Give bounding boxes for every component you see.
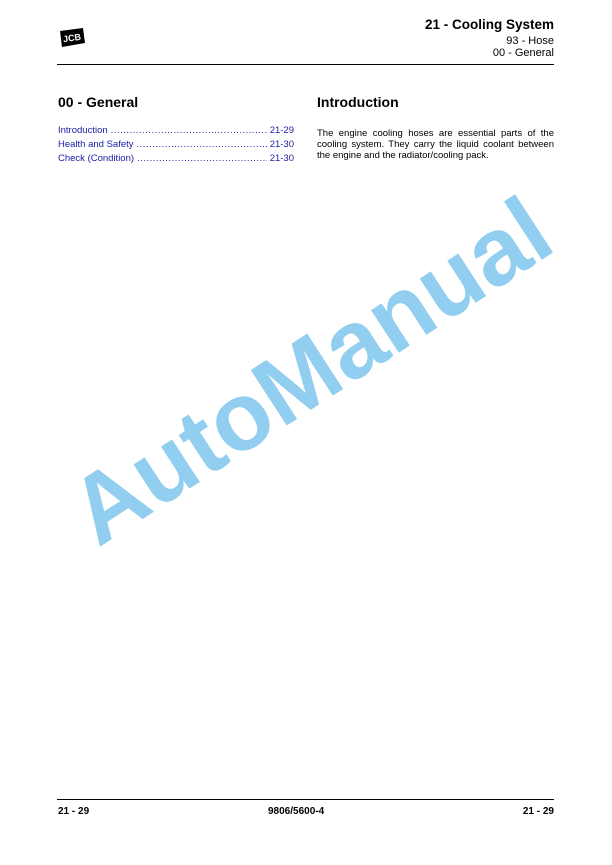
footer-divider [57, 799, 554, 800]
introduction-body: The engine cooling hoses are essential parts of the cooling system. They carry the liquid coolant between the engine and the radiator/cooling pack. [317, 128, 554, 162]
toc-leader [137, 152, 267, 166]
table-of-contents [58, 124, 294, 166]
subsection-title: 93 - Hose [506, 35, 554, 47]
toc-item-introduction[interactable] [58, 124, 294, 138]
footer-page-right: 21 - 29 [522, 806, 554, 817]
toc-item-health-and-safety[interactable] [58, 138, 294, 152]
toc-item-page: 21-29 [269, 125, 294, 136]
general-heading: 00 - General [58, 94, 139, 110]
toc-item-label: Health and Safety [58, 139, 134, 150]
footer-doc-number: 9806/5600-4 [268, 806, 325, 817]
footer-page-left: 21 - 29 [58, 806, 90, 817]
section-title: 21 - Cooling System [424, 17, 554, 32]
introduction-heading: Introduction [317, 94, 399, 110]
logo-text: JCB [62, 31, 82, 45]
topic-title: 00 - General [492, 47, 554, 59]
toc-item-label: Introduction [58, 125, 108, 136]
watermark-text: AutoManual [51, 176, 571, 566]
toc-item-check-condition[interactable] [58, 152, 294, 166]
header-divider [57, 64, 554, 65]
toc-item-page: 21-30 [269, 153, 294, 164]
toc-leader [137, 138, 267, 152]
toc-leader [111, 124, 267, 138]
toc-item-page: 21-30 [269, 139, 294, 150]
toc-item-label: Check (Condition) [58, 153, 135, 164]
jcb-logo [57, 27, 87, 49]
